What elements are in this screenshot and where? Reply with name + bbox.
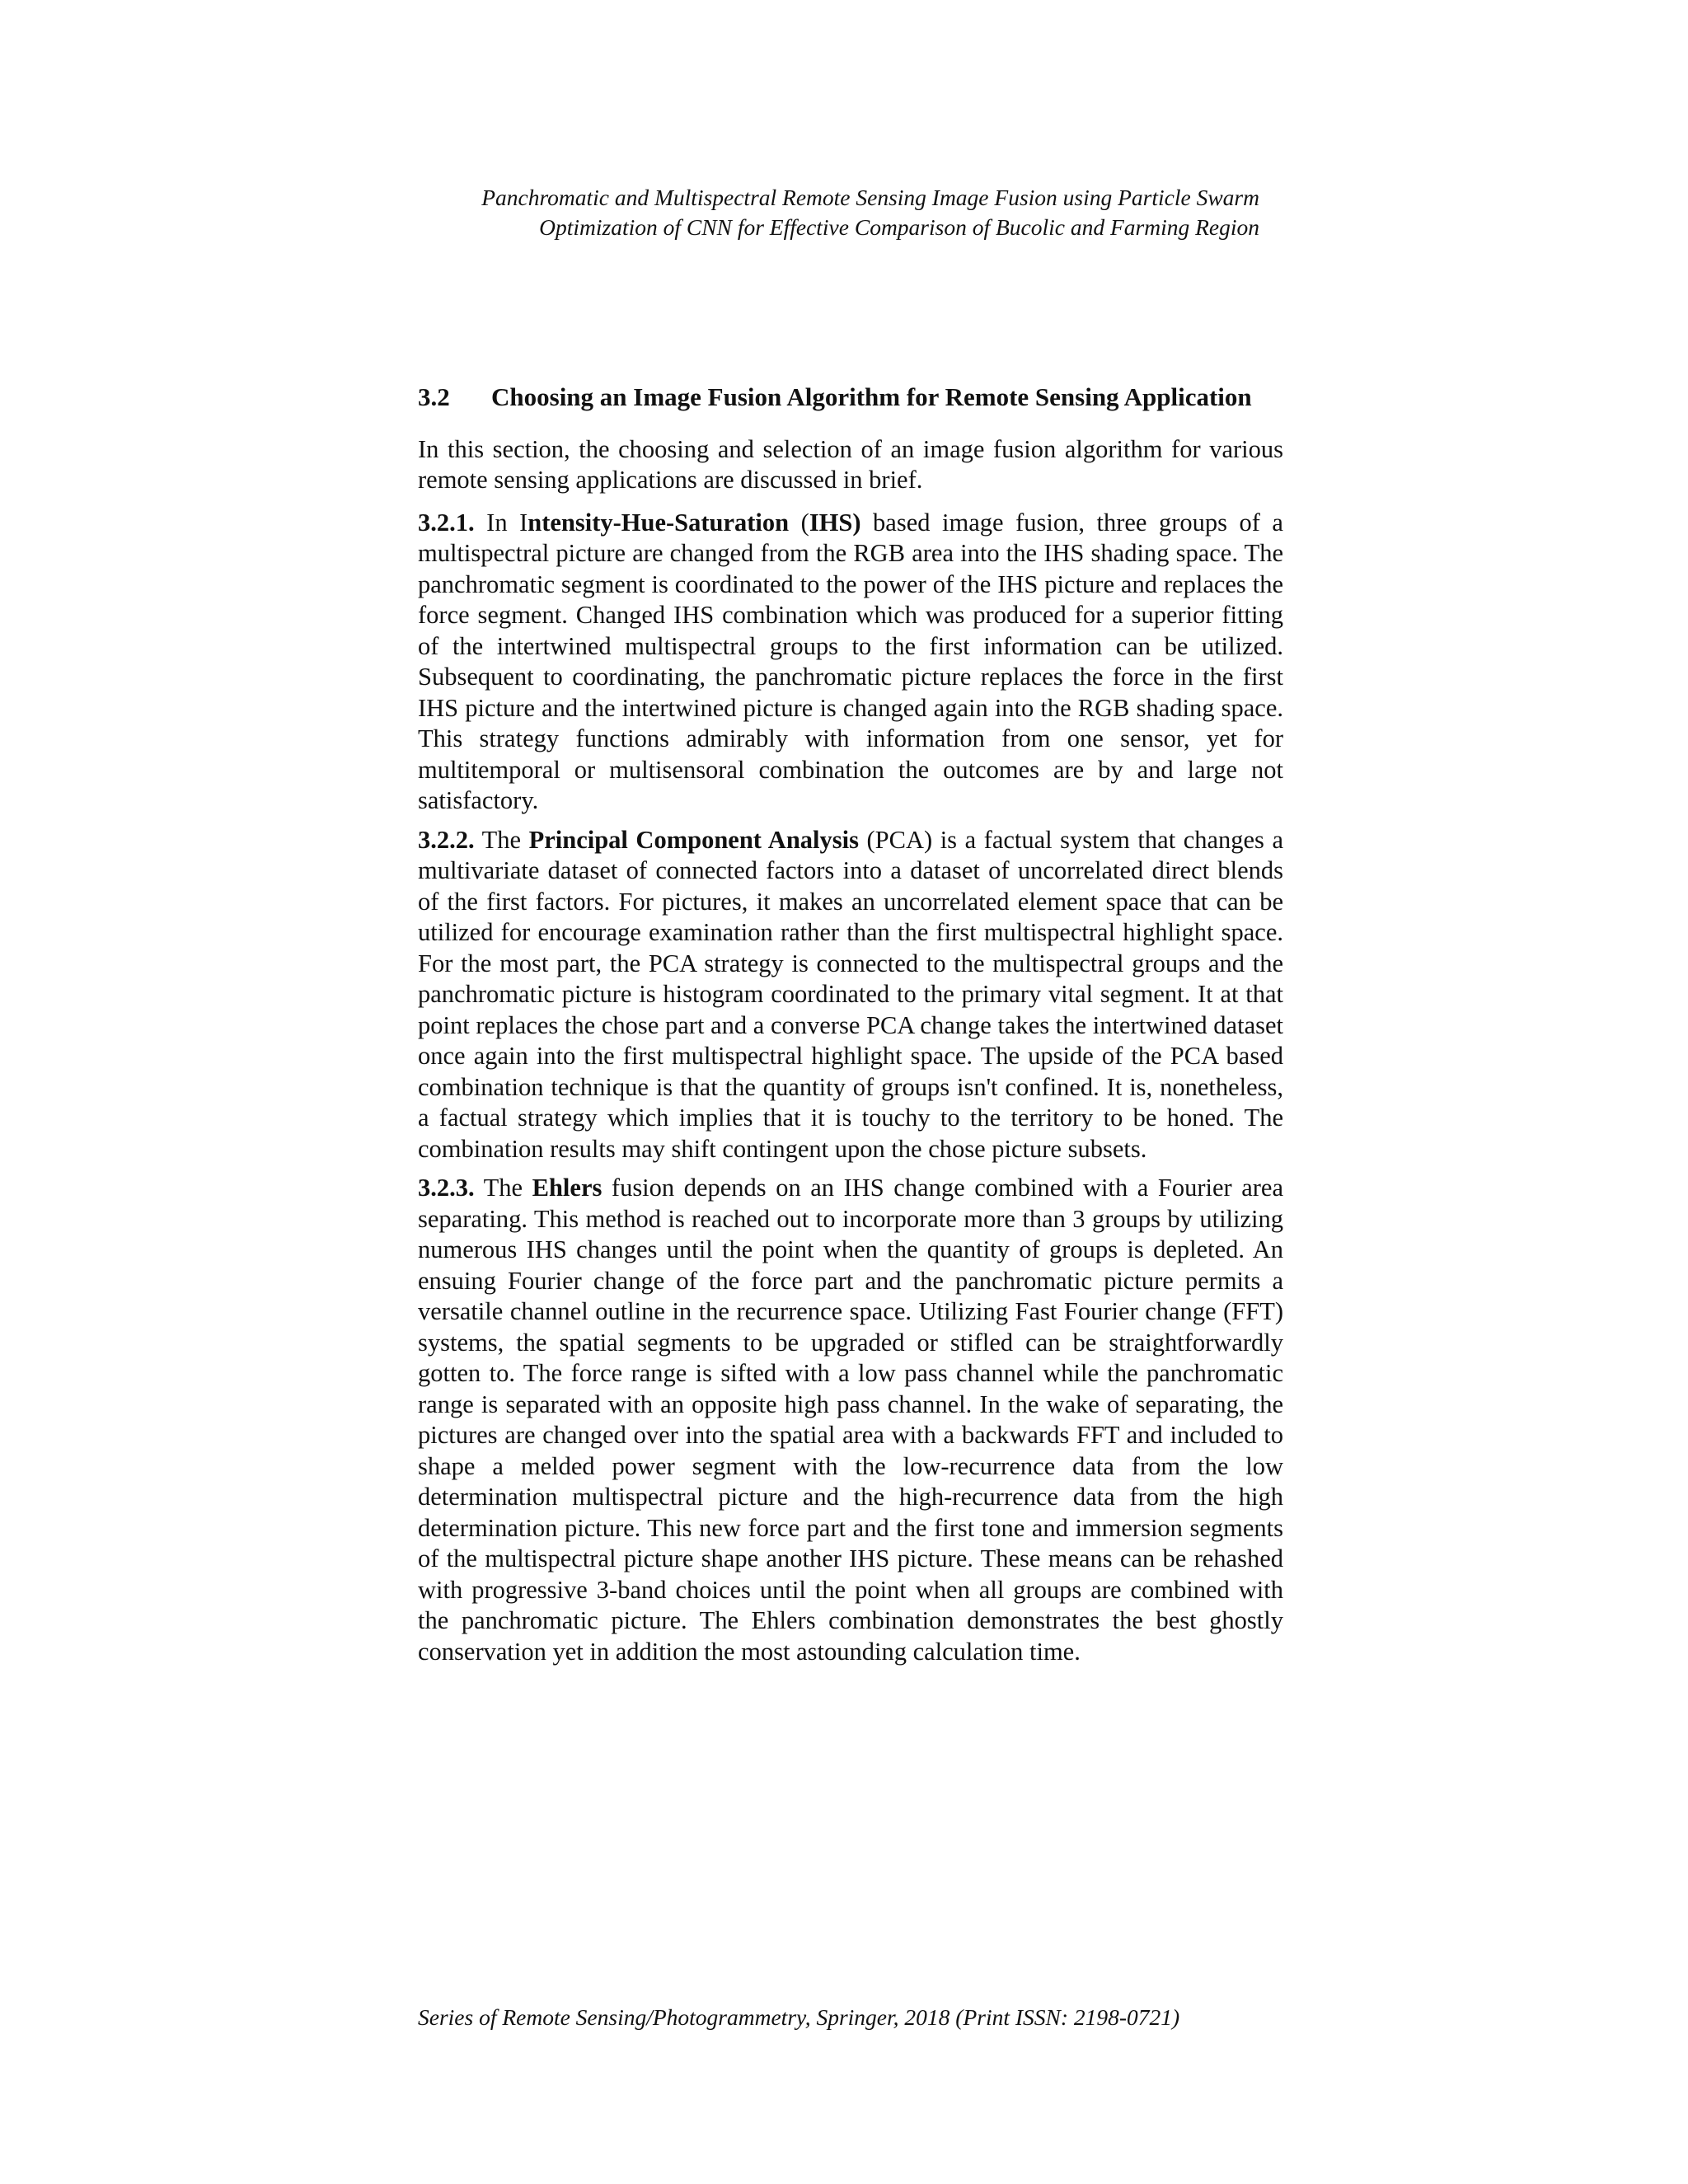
body-text: (PCA) is a factual system that changes a multivariate dataset of connected factors into a dataset of uncorrelated direct blends of the first factors. For pictures, it makes an uncorrelated element space that can be utilized for encourage examination rather than the first multispectral highlight space. For the most part, the PCA strategy is connected to the multispectral groups and the panchromatic picture is histogram coordinated to the primary vital segment. It at that point replaces the chose part and a converse PCA change takes the intertwined dataset once again into the first multispectral highlight space. The upside of the PCA based combination technique is that the quantity of groups isn't confined. It is, nonetheless, a factual strategy which implies that it is touchy to the territory to be honed. The combination results may shift contingent upon the chose picture subsets. bbox=[418, 825, 1284, 1163]
subsection-ihs-paragraph bbox=[418, 508, 1283, 817]
subsection-number: 3.2.2. bbox=[418, 825, 475, 854]
body-text: based image fusion, three groups of a multispectral picture are changed from the RGB area into the IHS shading space. The panchromatic segment is coordinated to the power of the IHS picture and replaces the force segment. Changed IHS combination which was produced for a superior fitting of the intertwined multispectral groups to the first information can be utilized. Subsequent to coordinating, the panchromatic picture replaces the force in the first IHS picture and the intertwined picture is changed again into the RGB shading space. This strategy functions admirably with information from one sensor, yet for multitemporal or multisensoral combination the outcomes are by and large not satisfactory. bbox=[418, 508, 1283, 814]
lead-text: The bbox=[483, 1174, 532, 1202]
term-bold: Principal Component Analysis bbox=[528, 825, 859, 854]
term-bold: Ehlers bbox=[532, 1174, 603, 1202]
subsection-number: 3.2.3. bbox=[418, 1174, 475, 1202]
subsection-pca-paragraph bbox=[418, 825, 1283, 1165]
lead-text: The bbox=[481, 825, 529, 854]
section-number: 3.2 bbox=[418, 382, 450, 411]
intro-paragraph: In this section, the choosing and selection of an image fusion algorithm for various remote sensing applications are discussed in brief. bbox=[418, 434, 1283, 494]
section-heading bbox=[418, 382, 1283, 413]
abbr-bold: IHS) bbox=[809, 508, 861, 537]
main-content bbox=[418, 382, 1283, 1675]
body-text: fusion depends on an IHS change combined with a Fourier area separating. This method is reached out to incorporate more than 3 groups by utilizing numerous IHS changes until the point when the quantity of groups is depleted. An ensuing Fourier change of the force part and the panchromatic picture permits a versatile channel outline in the recurrence space. Utilizing Fast Fourier change (FFT) systems, the spatial segments to be upgraded or stifled can be straightforwardly gotten to. The force range is sifted with a low pass channel while the panchromatic range is separated with an opposite high pass channel. In the wake of separating, the pictures are changed over into the spatial area with a backwards FFT and included to shape a melded power segment with the low-recurrence data from the low determination multispectral picture and the high-recurrence data from the high determination picture. This new force part and the first tone and immersion segments of the multispectral picture shape another IHS picture. These means can be rehashed with progressive 3-band choices until the point when all groups are combined with the panchromatic picture. The Ehlers combination demonstrates the best ghostly conservation yet in addition the most astounding calculation time. bbox=[418, 1174, 1284, 1666]
running-head-line-2: Optimization of CNN for Effective Comparison of Bucolic and Farming Region bbox=[539, 214, 1259, 240]
section-title: Choosing an Image Fusion Algorithm for Remote Sensing Application bbox=[491, 382, 1252, 411]
term-bold: ntensity-Hue-Saturation bbox=[528, 508, 790, 537]
lead-text: In I bbox=[486, 508, 528, 537]
page-footer: Series of Remote Sensing/Photogrammetry, Springer, 2018 (Print ISSN: 2198-0721) bbox=[418, 2004, 1180, 2030]
paren-text: ( bbox=[789, 508, 809, 537]
running-head bbox=[353, 183, 1259, 242]
subsection-number: 3.2.1. bbox=[418, 508, 475, 537]
running-head-line-1: Panchromatic and Multispectral Remote Sensing Image Fusion using Particle Swarm bbox=[481, 185, 1259, 210]
subsection-ehlers-paragraph bbox=[418, 1173, 1283, 1667]
